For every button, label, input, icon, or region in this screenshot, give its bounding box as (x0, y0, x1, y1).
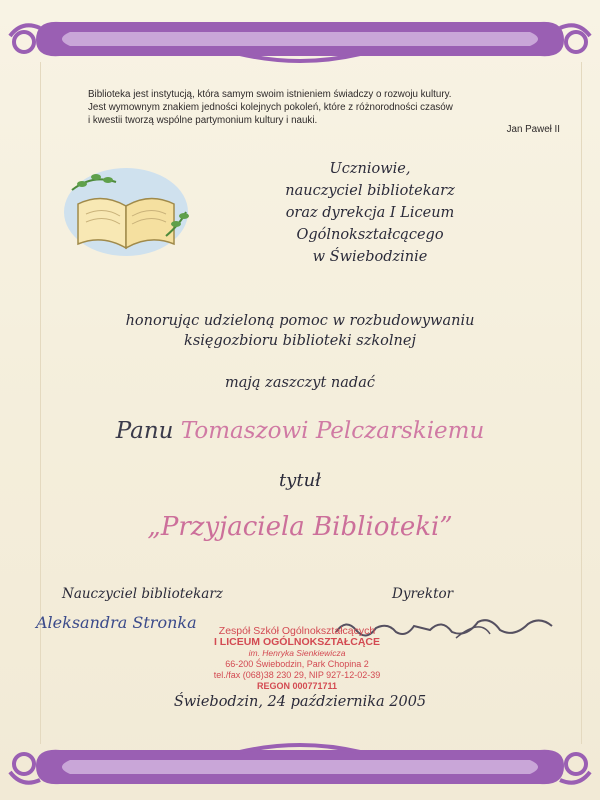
issuer-line-4: Ogólnokształcącego (296, 227, 444, 243)
librarian-label: Nauczyciel bibliotekarz (62, 586, 223, 602)
stamp-line-1: Zespół Szkół Ogólnokształcących (218, 625, 376, 637)
issuer-line-1: Uczniowie, (329, 161, 411, 177)
issuer-line-5: w Świebodzinie (312, 249, 428, 265)
stamp-line-3: im. Henryka Sienkiewicza (248, 648, 346, 658)
quote-line-1: Biblioteka jest instytucją, która samym swoim istnieniem świadczy o rozwoju kultury. (88, 89, 452, 100)
issuer-line-2: nauczyciel bibliotekarz (285, 183, 455, 199)
stamp-line-6: REGON 000771711 (256, 681, 338, 691)
granting-text: mają zaszczyt nadać (225, 375, 375, 391)
recipient-prefix: Panu (115, 418, 174, 444)
stamp-line-4: 66-200 Świebodzin, Park Chopina 2 (225, 659, 369, 669)
issuer-block (240, 158, 500, 268)
reason-line-1: honorując udzieloną pomoc w rozbudowywaniu (125, 313, 475, 329)
place-date: Świebodzin, 24 października 2005 (173, 694, 427, 710)
quote-line-3: i kwestii tworzą wspólne partymonium kultury i nauki. (88, 115, 318, 126)
issuer-line-3: oraz dyrekcja I Liceum (285, 205, 455, 221)
top-ornament-border (0, 10, 600, 70)
stamp-line-2: I LICEUM OGÓLNOKSZTAŁCĄCE (213, 636, 381, 648)
title-word: tytuł (278, 470, 322, 491)
reason-line-2: księgozbioru biblioteki szkolnej (184, 333, 416, 349)
librarian-signature-text: Aleksandra Stronka (36, 613, 197, 632)
recipient (0, 418, 600, 444)
open-book-icon (58, 160, 198, 260)
recipient-name: Tomaszowi Pelczarskiemu (180, 418, 485, 444)
award-title: „Przyjaciela Biblioteki” (147, 512, 453, 542)
quote-author: Jan Paweł II (506, 124, 560, 135)
opening-quote (88, 88, 558, 127)
school-stamp (172, 626, 422, 692)
director-label: Dyrektor (392, 586, 454, 602)
quote-line-2: Jest wymownym znakiem jedności kolejnych pokoleń, które z różnorodności czasów (88, 102, 453, 113)
stamp-line-5: tel./fax (068)38 230 29, NIP 927-12-02-39 (213, 670, 381, 680)
bottom-ornament-border (0, 736, 600, 796)
